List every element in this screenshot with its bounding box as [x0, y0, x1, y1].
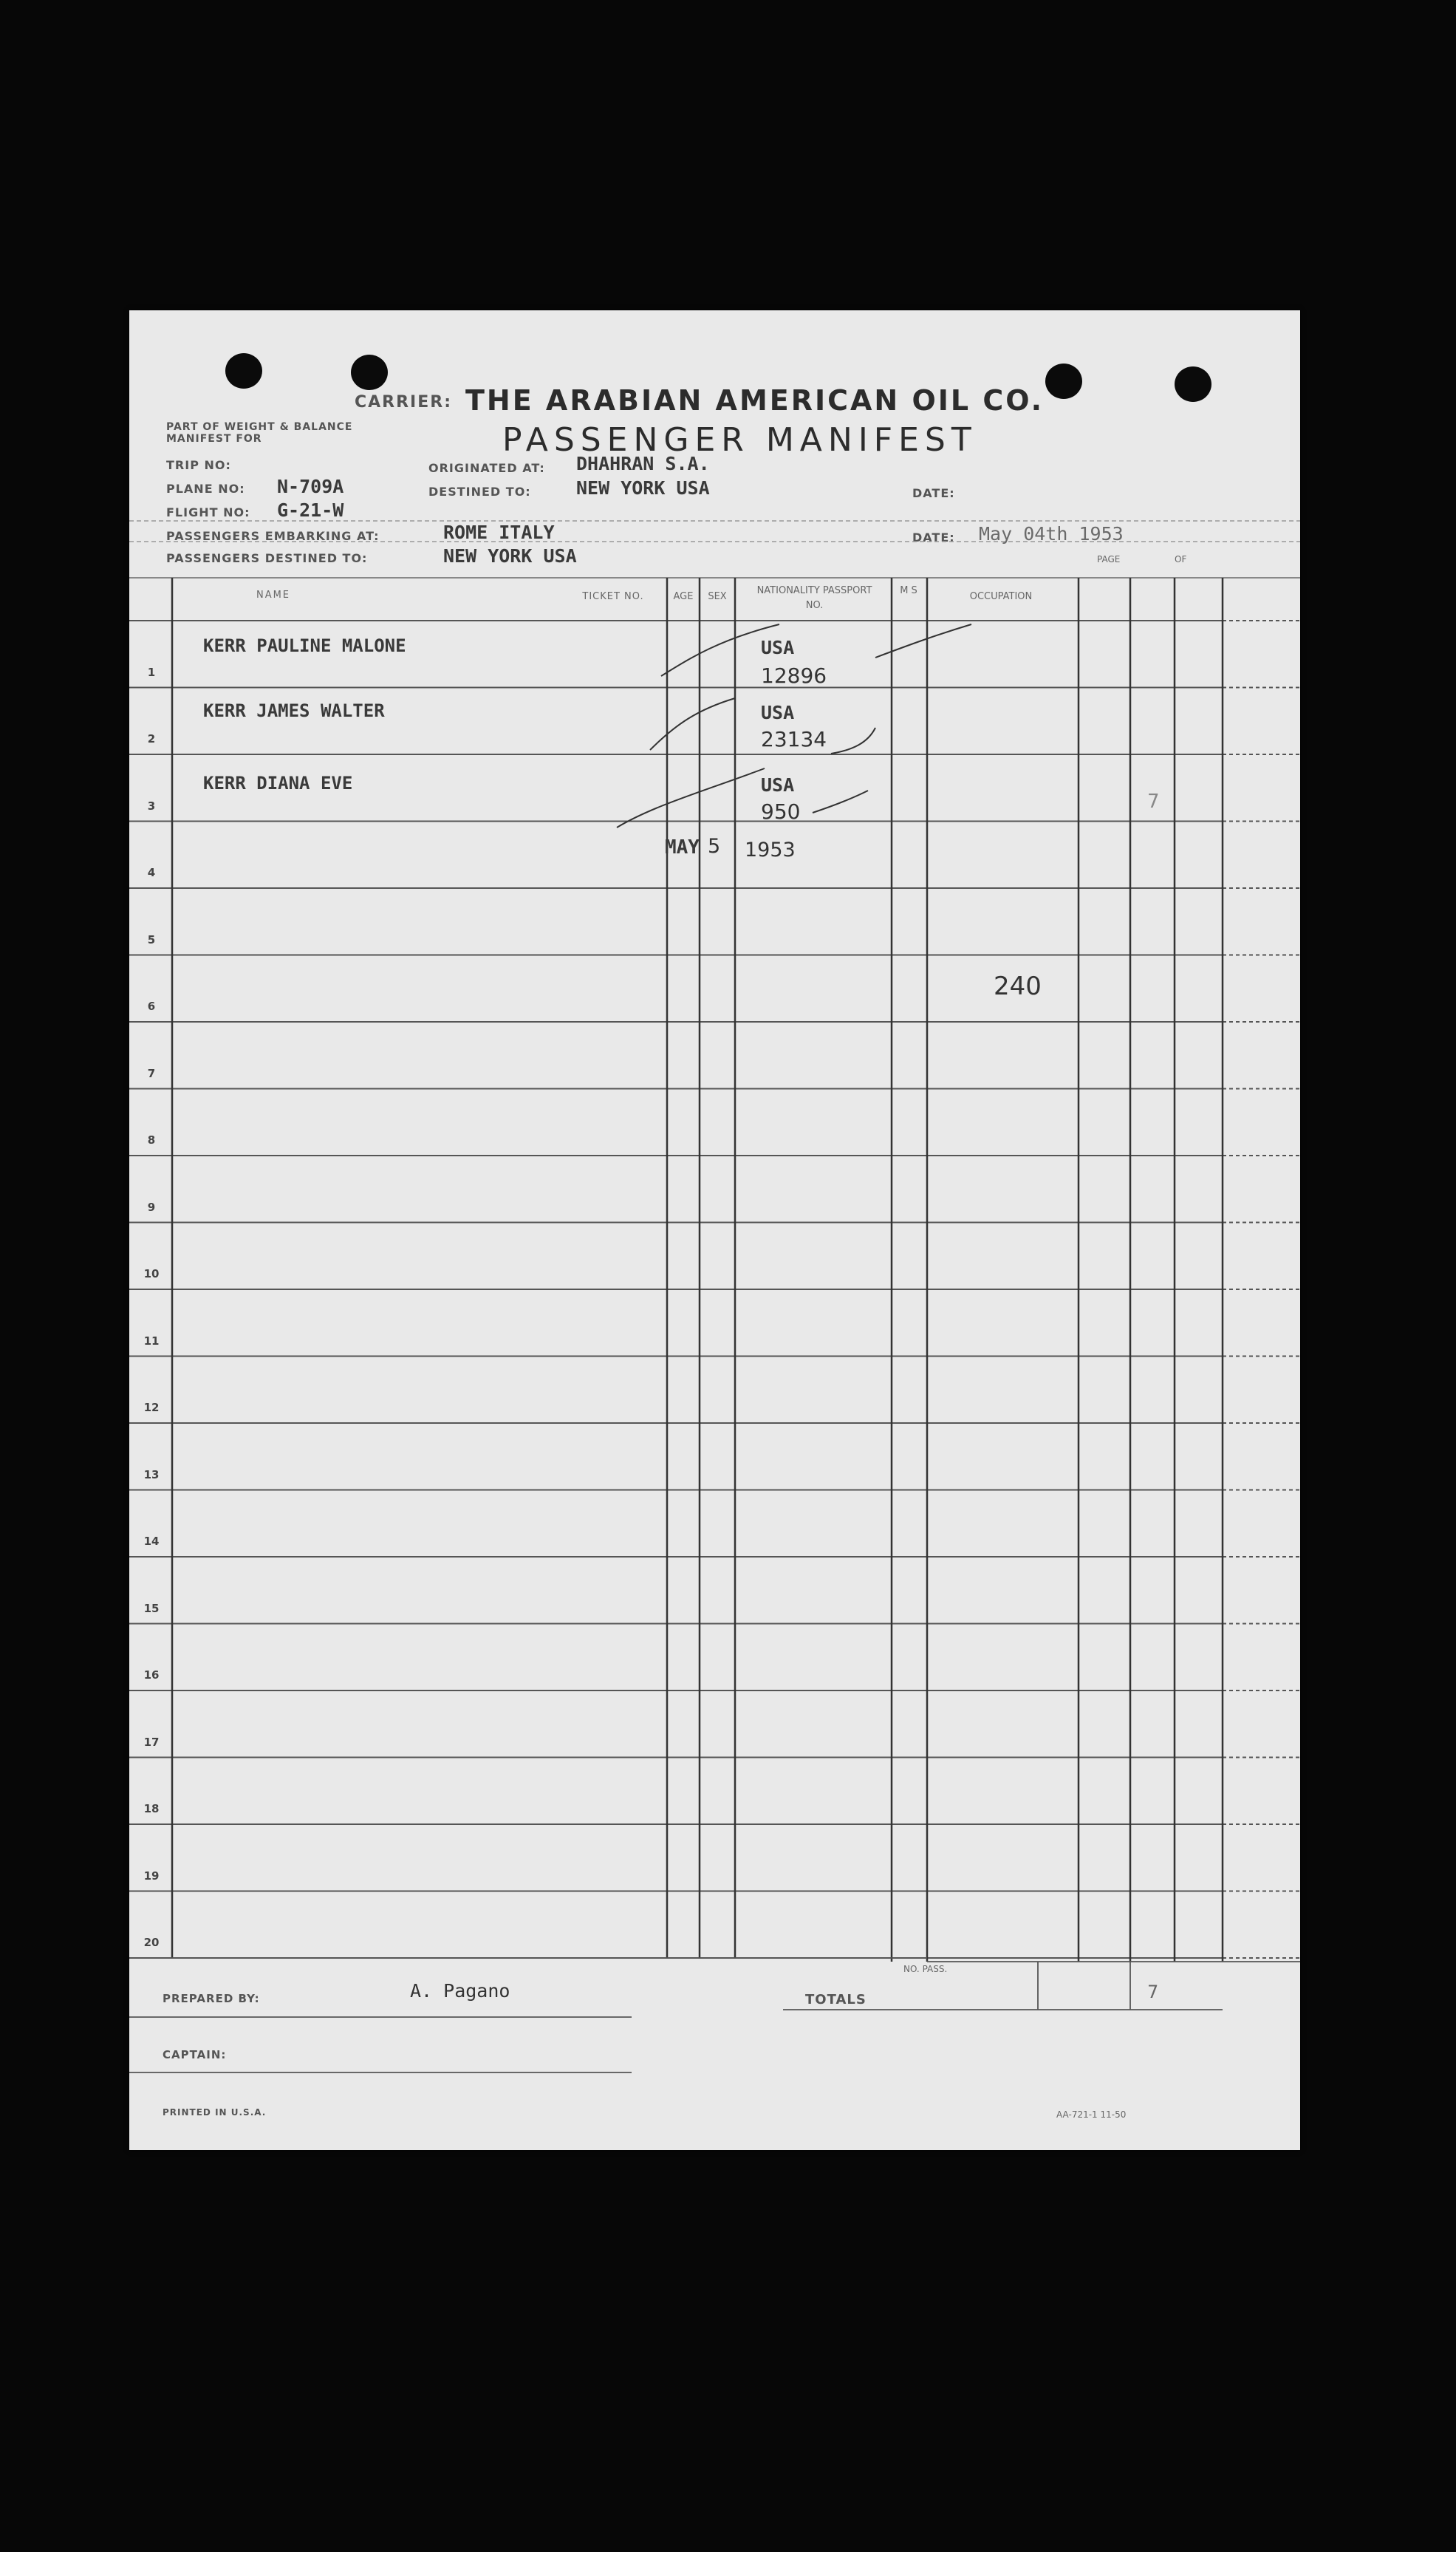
col-header-age: AGE — [673, 591, 694, 602]
row-number: 5 — [147, 932, 156, 946]
header-left: PART OF WEIGHT & BALANCE MANIFEST FOR — [166, 421, 353, 445]
stamp-day: 5 — [708, 835, 721, 858]
row-number: 2 — [147, 732, 156, 746]
printed-in-usa: PRINTED IN U.S.A. — [163, 2107, 267, 2118]
row-number: 15 — [143, 1601, 160, 1615]
flight-no-label: FLIGHT NO: — [166, 505, 250, 519]
passenger-name: KERR JAMES WALTER — [203, 700, 385, 721]
row-number: 17 — [143, 1735, 160, 1749]
originated-value: DHAHRAN S.A. — [576, 453, 710, 474]
passenger-name: KERR PAULINE MALONE — [203, 635, 406, 656]
flight-no-value: G-21-W — [277, 499, 344, 521]
totals-value: 7 — [1147, 1982, 1159, 2002]
no-pass-label: NO. PASS. — [903, 1964, 948, 1974]
form-title: PASSENGER MANIFEST — [502, 421, 977, 459]
totals-label: TOTALS — [805, 1992, 867, 2007]
row-number: 11 — [143, 1334, 160, 1348]
row-number: 18 — [143, 1802, 160, 1815]
row-number: 16 — [143, 1668, 160, 1682]
row-number: 4 — [147, 866, 156, 879]
captain-label: CAPTAIN: — [163, 2048, 227, 2061]
row-number: 14 — [143, 1535, 160, 1548]
destined2-label: PASSENGERS DESTINED TO: — [166, 551, 368, 565]
row-number: 3 — [147, 799, 156, 813]
col-header-nationality: NATIONALITY PASSPORT NO. — [756, 585, 872, 611]
row-number: 10 — [143, 1267, 160, 1280]
passenger-passport: 950 — [761, 799, 801, 824]
plane-no-label: PLANE NO: — [166, 482, 245, 496]
stamp-month: MAY — [665, 836, 700, 859]
stamp-year: 1953 — [745, 839, 796, 862]
table-grid — [129, 310, 1300, 2150]
date-label: DATE: — [912, 486, 955, 500]
row-number: 6 — [147, 1000, 156, 1013]
passenger-nationality: USA — [761, 702, 795, 723]
col-header-name: NAME — [256, 590, 291, 601]
col-header-ms: M S — [900, 585, 917, 596]
row-number: 8 — [147, 1133, 156, 1147]
row3-extra-mark: 7 — [1147, 791, 1160, 813]
date2-label: DATE: — [912, 530, 955, 545]
row-number: 7 — [147, 1066, 156, 1080]
carrier-name: THE ARABIAN AMERICAN OIL CO. — [465, 384, 1045, 417]
row-number: 20 — [143, 1936, 160, 1949]
passenger-nationality: USA — [761, 774, 795, 796]
destined2-value: NEW YORK USA — [443, 545, 577, 567]
date2-value: May 04th 1953 — [979, 523, 1124, 545]
of-label: OF — [1175, 554, 1187, 564]
originated-label: ORIGINATED AT: — [428, 461, 545, 475]
col-header-sex: SEX — [708, 591, 727, 602]
manifest-sheet — [129, 310, 1300, 2150]
passenger-passport: 23134 — [761, 727, 827, 751]
destined-label: DESTINED TO: — [428, 485, 531, 499]
row-number: 12 — [143, 1401, 160, 1414]
col-header-occupation: OCCUPATION — [969, 591, 1033, 602]
row-number: 1 — [147, 665, 156, 679]
col-header-ticket: TICKET NO. — [582, 591, 644, 602]
passenger-passport: 12896 — [761, 663, 827, 688]
embarking-label: PASSENGERS EMBARKING AT: — [166, 529, 380, 543]
page-label: PAGE — [1097, 554, 1121, 564]
row-number: 13 — [143, 1467, 160, 1481]
passenger-nationality: USA — [761, 637, 795, 658]
destined-value: NEW YORK USA — [576, 477, 710, 499]
row-number: 19 — [143, 1869, 160, 1883]
plane-no-value: N-709A — [277, 476, 344, 497]
prepared-by-label: PREPARED BY: — [163, 1992, 260, 2005]
passenger-name: KERR DIANA EVE — [203, 773, 353, 794]
trip-no-label: TRIP NO: — [166, 458, 231, 472]
prepared-by-value: A. Pagano — [410, 1980, 510, 2002]
carrier-label: CARRIER: — [355, 393, 453, 412]
form-number: AA-721-1 11-50 — [1056, 2109, 1127, 2120]
embarking-value: ROME ITALY — [443, 522, 555, 543]
annotation-240: 240 — [994, 972, 1042, 1001]
row-number: 9 — [147, 1200, 156, 1214]
